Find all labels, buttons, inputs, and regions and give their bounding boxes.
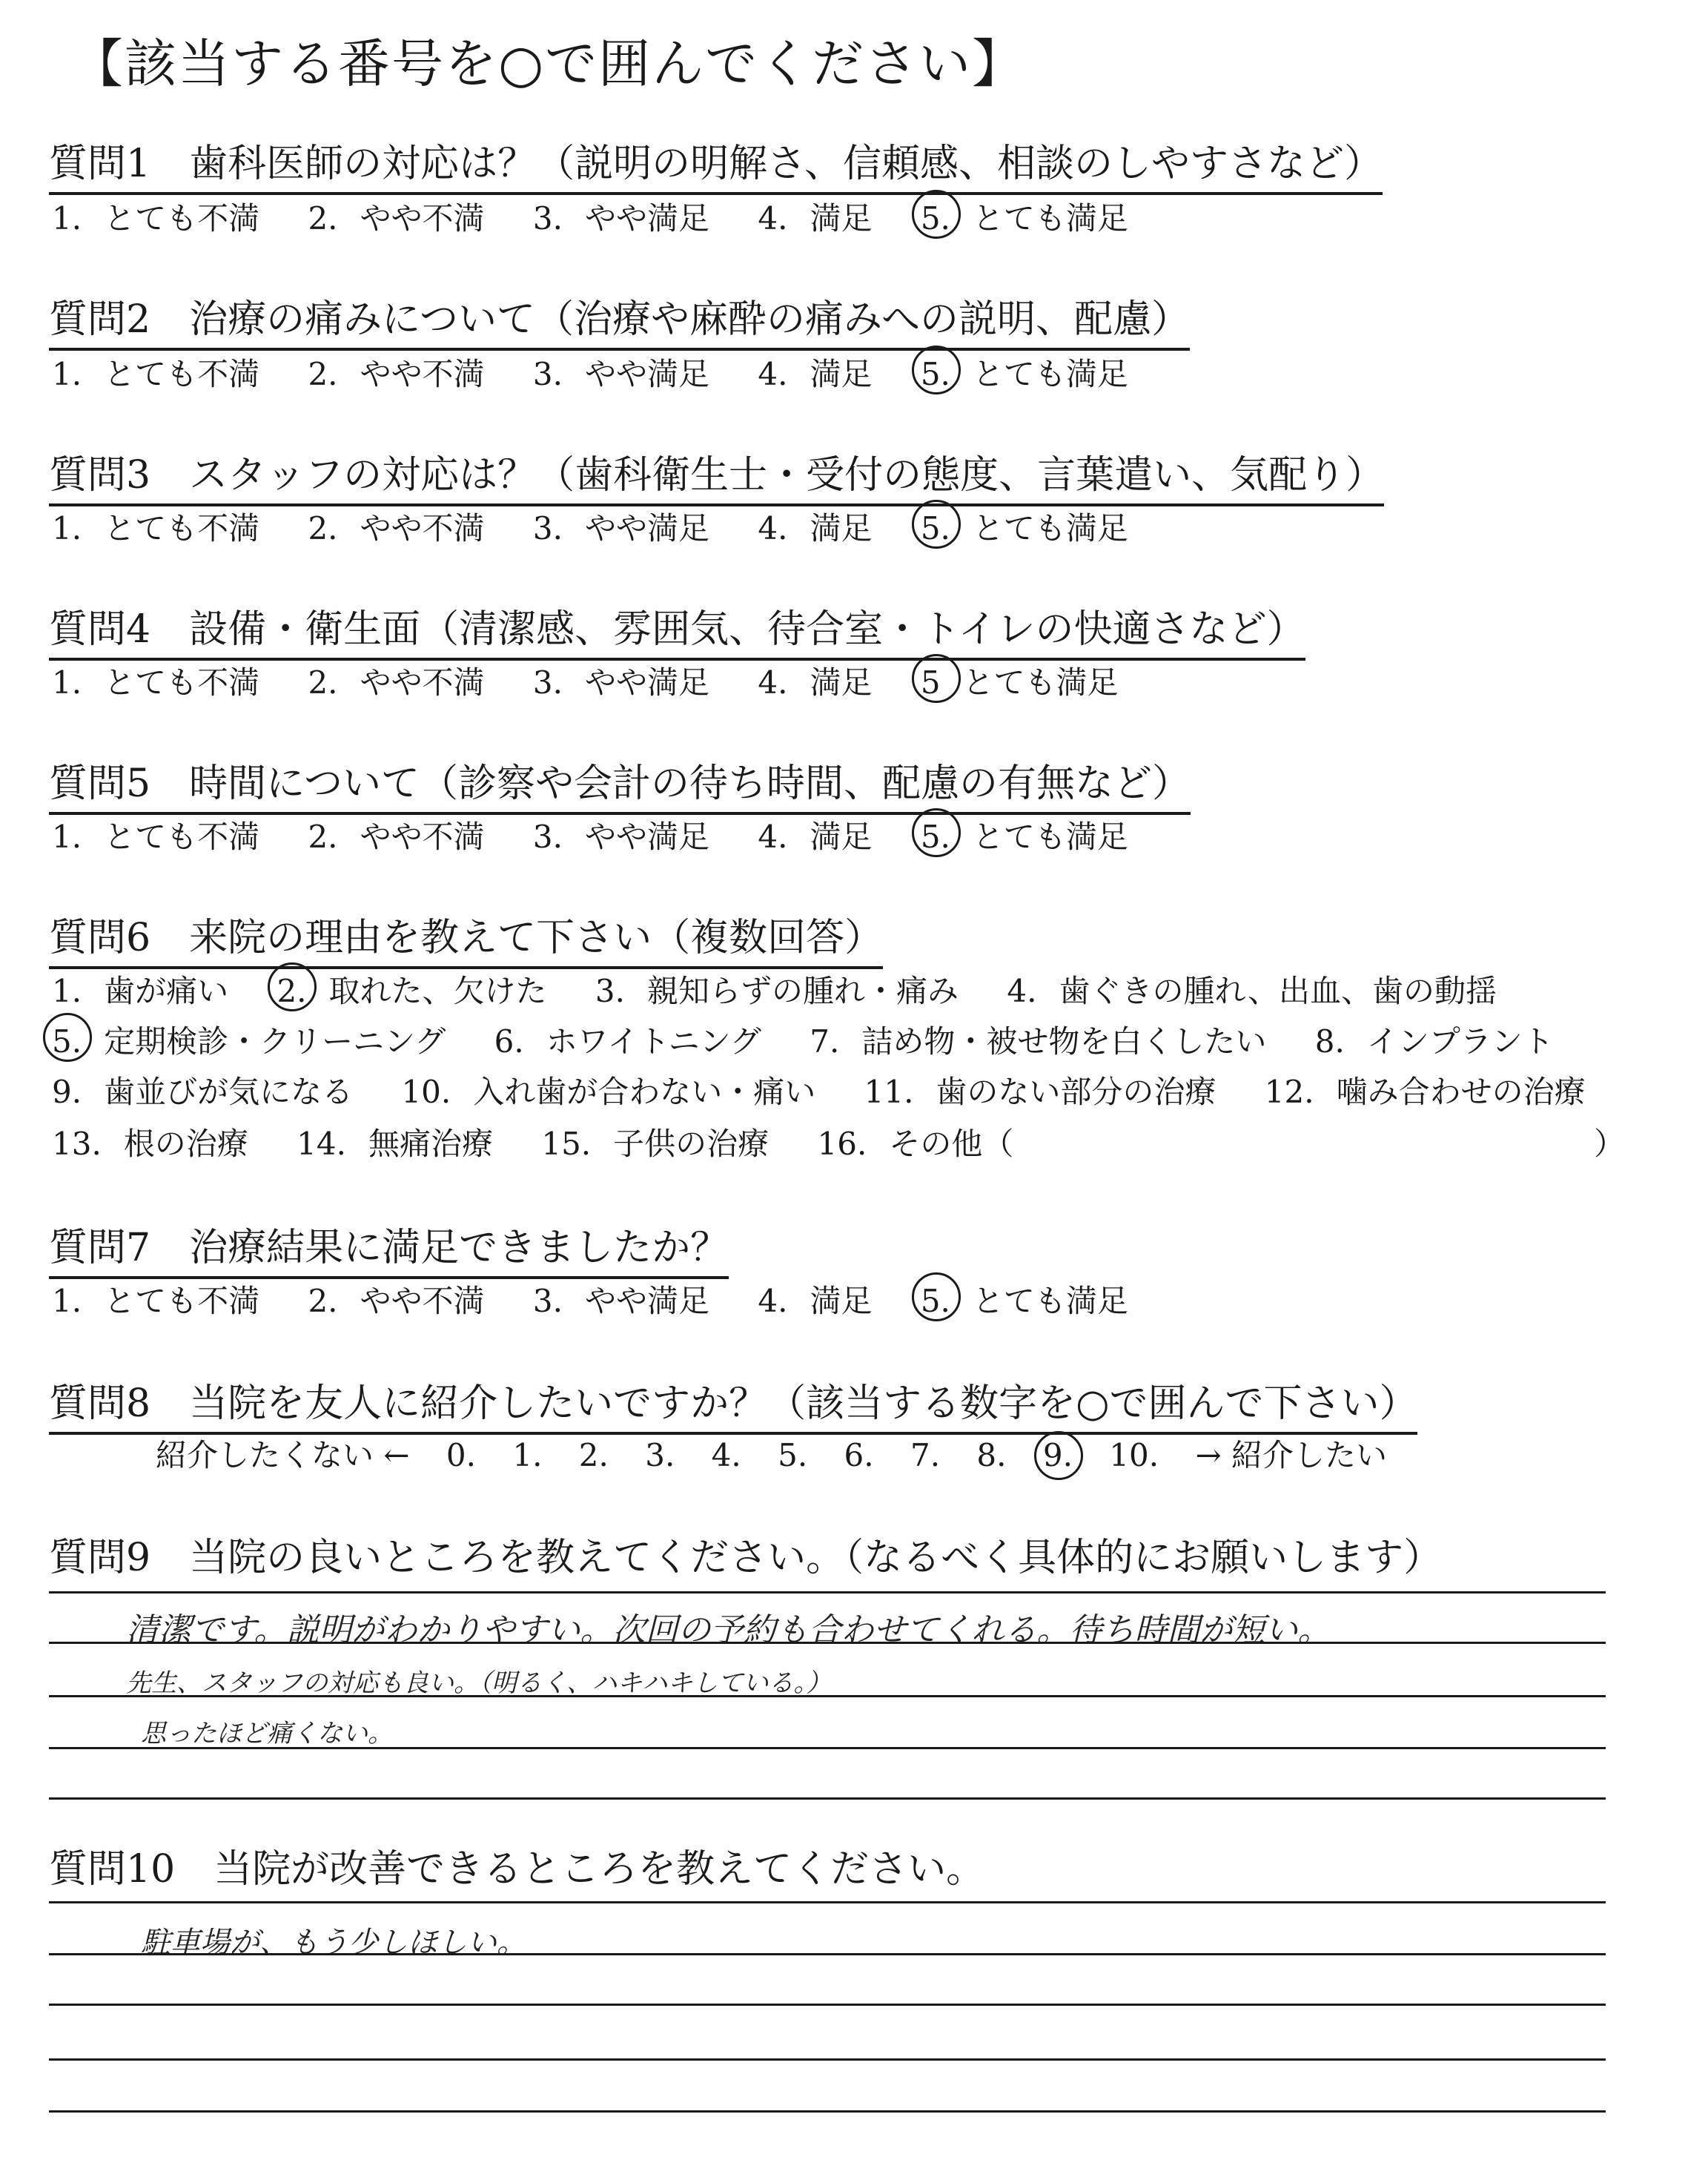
option[interactable]: 4. 満足 — [758, 819, 873, 855]
option[interactable]: 10. 入れ歯が合わない・痛い — [401, 1074, 816, 1110]
circle-mark-icon — [912, 346, 961, 394]
option[interactable]: 4. 満足 — [758, 356, 873, 392]
handwritten-answer[interactable]: 思ったほど痛くない。 — [141, 1719, 393, 1748]
option[interactable]: 3. やや満足 — [532, 356, 709, 392]
question-text: 当院が改善できるところを教えてください。 — [214, 1847, 985, 1892]
circle-mark-icon — [912, 808, 961, 857]
question-number: 質問10 — [49, 1847, 176, 1892]
question-number: 質問5 — [49, 762, 151, 806]
circle-mark-icon — [912, 500, 961, 549]
question-number: 質問2 — [49, 297, 151, 342]
question-1 — [49, 132, 1383, 195]
option-selected[interactable]: 5. とても満足 — [921, 504, 1128, 549]
option-other[interactable]: 16. その他（ — [817, 1126, 1014, 1162]
q6-row-2 — [52, 1017, 1592, 1062]
scale-option[interactable]: 4. — [711, 1437, 741, 1473]
question-6 — [49, 906, 883, 969]
scale-option[interactable]: 3. — [645, 1437, 675, 1473]
question-7 — [49, 1216, 729, 1279]
q4-options — [52, 658, 1157, 703]
answer-line — [49, 1747, 1606, 1749]
scale-option[interactable]: 8. — [976, 1437, 1007, 1473]
option[interactable]: 3. やや満足 — [532, 1283, 709, 1319]
circle-mark-icon — [912, 654, 961, 703]
option[interactable]: 6. ホワイトニング — [494, 1023, 761, 1060]
q6-row-1 — [52, 967, 1535, 1011]
circle-mark-icon — [43, 1013, 92, 1062]
option[interactable]: 2. やや不満 — [308, 510, 485, 546]
question-number: 質問3 — [49, 453, 151, 498]
option[interactable]: 3. 親知らずの腫れ・痛み — [595, 973, 959, 1009]
scale-option[interactable]: 0. — [446, 1437, 476, 1473]
answer-line — [49, 1591, 1606, 1593]
question-5 — [49, 752, 1191, 815]
question-8 — [49, 1372, 1417, 1435]
question-text: 当院を友人に紹介したいですか？（該当する数字を○で囲んで下さい） — [189, 1381, 1418, 1426]
option[interactable]: 1. とても不満 — [52, 510, 260, 546]
answer-line — [49, 2110, 1606, 2113]
answer-line — [49, 1901, 1606, 1903]
question-number: 質問8 — [49, 1381, 151, 1426]
option[interactable]: 7. 詰め物・被せ物を白くしたい — [810, 1023, 1267, 1060]
question-4 — [49, 598, 1305, 661]
option[interactable]: 1. とても不満 — [52, 1283, 260, 1319]
option[interactable]: 2. やや不満 — [308, 1283, 485, 1319]
scale-option[interactable]: 10. — [1109, 1437, 1159, 1473]
option[interactable]: 14. 無痛治療 — [297, 1126, 493, 1162]
question-text: 設備・衛生面（清潔感、雰囲気、待合室・トイレの快適さなど） — [189, 607, 1305, 652]
option[interactable]: 3. やや満足 — [532, 510, 709, 546]
circle-mark-icon — [912, 190, 961, 239]
answer-line — [49, 1797, 1606, 1800]
option[interactable]: 4. 歯ぐきの腫れ、出血、歯の動揺 — [1007, 973, 1497, 1009]
option-selected[interactable]: 5. とても満足 — [921, 194, 1128, 239]
option[interactable]: 4. 満足 — [758, 664, 873, 701]
scale-option-selected[interactable]: 9. — [1042, 1437, 1073, 1473]
scale-option[interactable]: 5. — [778, 1437, 808, 1473]
handwritten-answer[interactable]: 駐車場が、もう少しほしい。 — [141, 1926, 526, 1960]
scale-option[interactable]: 1. — [512, 1437, 543, 1473]
option[interactable]: 1. とても不満 — [52, 356, 260, 392]
option[interactable]: 9. 歯並びが気になる — [52, 1074, 354, 1110]
question-text: 来院の理由を教えて下さい（複数回答） — [189, 916, 884, 960]
option[interactable]: 4. 満足 — [758, 200, 873, 237]
option[interactable]: 3. やや満足 — [532, 200, 709, 237]
option-selected[interactable]: 5. とても満足 — [921, 813, 1128, 857]
option-selected[interactable]: 5. とても満足 — [921, 350, 1128, 394]
q2-options — [52, 350, 1167, 394]
question-text: 当院の良いところを教えてください。（なるべく具体的にお願いします） — [189, 1536, 1443, 1580]
question-number: 質問6 — [49, 916, 151, 960]
option[interactable]: 1. とても不満 — [52, 819, 260, 855]
option[interactable]: 1. とても不満 — [52, 664, 260, 701]
option-selected[interactable]: 5 とても満足 — [921, 658, 1119, 703]
option[interactable]: 4. 満足 — [758, 1283, 873, 1319]
answer-line — [49, 2004, 1606, 2006]
option-selected[interactable]: 5. 定期検診・クリーニング — [52, 1017, 446, 1062]
option[interactable]: 2. やや不満 — [308, 356, 485, 392]
option-selected[interactable]: 5. とても満足 — [921, 1277, 1128, 1321]
question-text: 歯科医師の対応は？（説明の明解さ、信頼感、相談のしやすさなど） — [189, 142, 1383, 186]
q6-row-3 — [52, 1068, 1624, 1112]
scale-option[interactable]: 6. — [844, 1437, 874, 1473]
option[interactable]: 2. やや不満 — [308, 200, 485, 237]
answer-line — [49, 1695, 1606, 1697]
scale-left-label: 紹介したくない ← — [156, 1437, 410, 1473]
q5-options — [52, 813, 1167, 857]
handwritten-answer[interactable]: 先生、スタッフの対応も良い。（明るく、ハキハキしている。） — [126, 1668, 832, 1698]
handwritten-answer[interactable]: 清潔です。説明がわかりやすい。次回の予約も合わせてくれる。待ち時間が短い。 — [126, 1611, 1331, 1649]
question-text: スタッフの対応は？（歯科衛生士・受付の態度、言葉遣い、気配り） — [189, 453, 1385, 498]
option[interactable]: 1. 歯が痛い — [52, 973, 229, 1009]
q8-scale — [156, 1431, 1414, 1476]
question-number: 質問1 — [49, 142, 151, 186]
answer-line — [49, 2058, 1606, 2061]
q3-options — [52, 504, 1167, 549]
question-number: 質問4 — [49, 607, 151, 652]
q6-row-4 — [52, 1120, 1052, 1164]
option[interactable]: 3. やや満足 — [532, 819, 709, 855]
answer-line — [49, 1642, 1606, 1644]
answer-line — [49, 1953, 1606, 1955]
question-text: 治療の痛みについて（治療や麻酔の痛みへの説明、配慮） — [189, 297, 1191, 342]
scale-option[interactable]: 2. — [578, 1437, 609, 1473]
question-text: 時間について（診察や会計の待ち時間、配慮の有無など） — [189, 762, 1191, 806]
circle-mark-icon — [268, 962, 317, 1011]
option[interactable]: 2. やや不満 — [308, 664, 485, 701]
option[interactable]: 8. インプラント — [1314, 1023, 1554, 1060]
q7-options — [52, 1277, 1167, 1321]
question-2 — [49, 288, 1190, 351]
option[interactable]: 2. やや不満 — [308, 819, 485, 855]
question-number: 質問7 — [49, 1226, 151, 1270]
option[interactable]: 13. 根の治療 — [52, 1126, 248, 1162]
option[interactable]: 1. とても不満 — [52, 200, 260, 237]
option[interactable]: 11. 歯のない部分の治療 — [864, 1074, 1217, 1110]
scale-right-label: → 紹介したい — [1195, 1437, 1387, 1473]
option-selected[interactable]: 2. 取れた、欠けた — [277, 967, 546, 1011]
question-3 — [49, 443, 1384, 506]
question-text: 治療結果に満足できましたか？ — [189, 1226, 729, 1270]
circle-mark-icon — [912, 1272, 961, 1321]
scale-option[interactable]: 7. — [910, 1437, 941, 1473]
option[interactable]: 3. やや満足 — [532, 664, 709, 701]
option[interactable]: 12. 噛み合わせの治療 — [1264, 1074, 1586, 1110]
other-close-paren: ） — [1594, 1126, 1626, 1162]
option[interactable]: 4. 満足 — [758, 510, 873, 546]
question-9 — [49, 1526, 1442, 1582]
page-title: 【該当する番号を○で囲んでください】 — [71, 33, 1026, 94]
option[interactable]: 15. 子供の治療 — [541, 1126, 769, 1162]
q1-options — [52, 194, 1167, 239]
question-number: 質問9 — [49, 1536, 151, 1580]
question-10 — [49, 1837, 984, 1893]
